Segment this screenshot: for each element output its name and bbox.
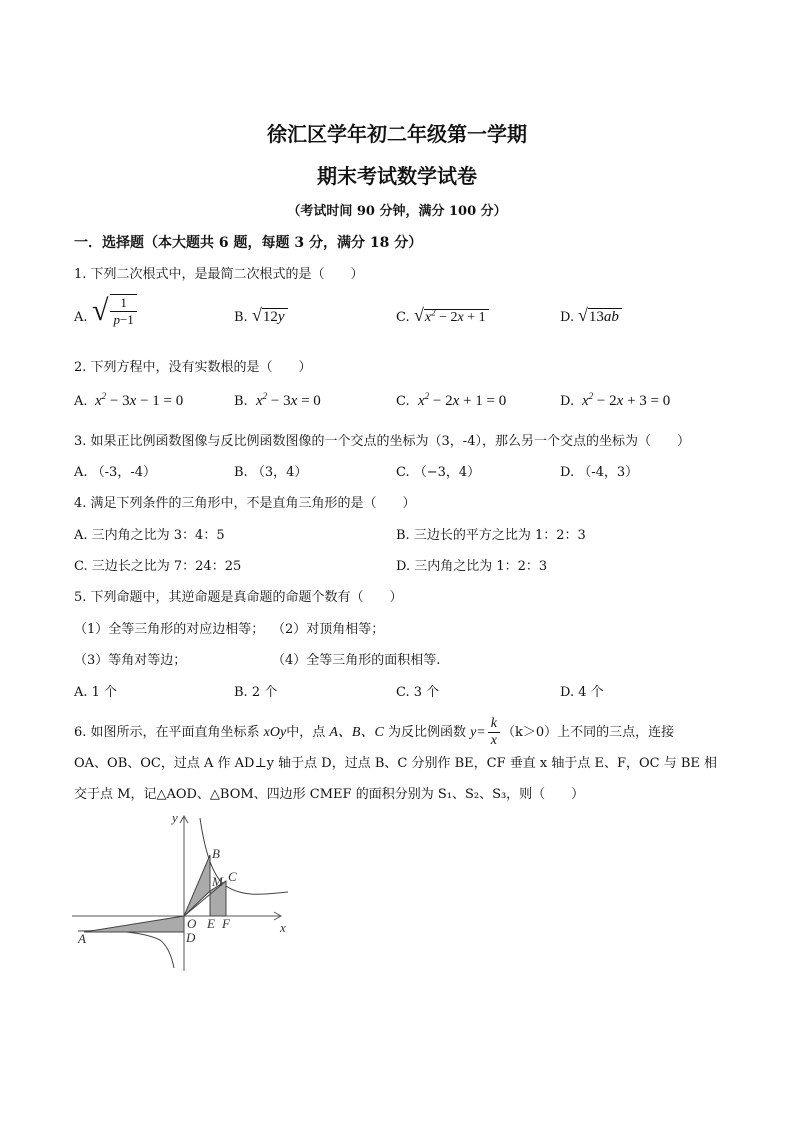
q1-option-c-expr: $√x^2 - 2x + 1$ [414, 305, 489, 326]
q5-option-a: A. 1 个 [74, 685, 118, 700]
label-f: F [222, 916, 230, 931]
q1-option-c-label: C. [396, 310, 410, 325]
q1-option-a-label: A. [74, 310, 88, 325]
q3-option-a: A. （-3，-4） [74, 465, 156, 480]
section-heading: 一．选择题（本大题共 6 题，每题 3 分，满分 18 分） [74, 235, 423, 251]
q2-option-b-label: B. [234, 394, 248, 409]
triangle-bom [184, 855, 210, 916]
q1-option-b-label: B. [234, 310, 248, 325]
q1-option-d-label: D. [560, 310, 575, 325]
label-c: C [228, 869, 237, 884]
q3-option-d: D. （-4，3） [560, 465, 639, 480]
label-y: y [172, 810, 178, 825]
q4-option-a: A. 三内角之比为 3：4：5 [74, 528, 225, 543]
q5-item-3: （3）等角对等边； [74, 653, 187, 668]
question-6-stem-line-3: 交于点 M，记△AOD、△BOM、四边形 CMEF 的面积分别为 S₁、S₂、S₃，则（ ） [74, 787, 585, 802]
q2-option-c-label: C. [396, 394, 410, 409]
q4-option-c: C. 三边长之比为 7：24：25 [74, 559, 242, 574]
q1-option-b-expr: √12y [252, 305, 288, 326]
q2-option-b-expr: $x^2 - 3x = 0$ [256, 391, 321, 409]
question-3-stem: 3. 如果正比例函数图像与反比例函数图像的一个交点的坐标为（3，-4），那么另一个交点的坐标为（ ） [74, 434, 690, 449]
label-o: O [187, 916, 197, 931]
q5-item-1: （1）全等三角形的对应边相等； [74, 622, 265, 637]
question-2-stem: 2. 下列方程中，没有实数根的是（ ） [74, 360, 312, 375]
q5-item-4: （4）全等三角形的面积相等. [272, 653, 441, 668]
q2-option-a-label: A. [74, 394, 88, 409]
page-subtitle: 期末考试数学试卷 [317, 164, 477, 188]
question-4-stem: 4. 满足下列条件的三角形中，不是直角三角形的是（ ） [74, 496, 416, 511]
exam-info: （考试时间 90 分钟，满分 100 分） [287, 204, 507, 219]
q3-option-c: C. （−3，4） [396, 465, 481, 480]
question-5-stem: 5. 下列命题中，其逆命题是真命题的命题个数有（ ） [74, 590, 403, 605]
page-title: 徐汇区学年初二年级第一学期 [267, 122, 527, 146]
q6-figure [66, 806, 296, 976]
question-6-stem-line-1: 6. 如图所示，在平面直角坐标系 xOy中，点 A、B、C 为反比例函数 y= $\frac{k}{x}$ （k＞0）上不同的三点，连接 [74, 716, 675, 748]
label-b: B [212, 846, 220, 861]
q4-option-b: B. 三边长的平方之比为 1：2：3 [396, 528, 586, 543]
label-x: x [280, 920, 286, 935]
q2-option-a-expr: $x^2 - 3x - 1 = 0$ [95, 391, 184, 409]
q2-option-d-label: D. [560, 394, 575, 409]
label-e: E [207, 916, 215, 931]
question-1-stem: 1. 下列二次根式中，是最简二次根式的是（ ） [74, 267, 364, 282]
q4-option-d: D. 三内角之比为 1：2：3 [396, 559, 548, 574]
q2-option-c-expr: $x^2 - 2x + 1 = 0$ [418, 391, 507, 409]
triangle-aod [84, 916, 184, 932]
q2-option-d-expr: $x^2 - 2x + 3 = 0$ [582, 391, 671, 409]
question-6-stem-line-2: OA、OB、OC，过点 A 作 AD⊥y 轴于点 D，过点 B、C 分别作 BE，CF 垂直 x 轴于点 E、F，OC 与 BE 相 [74, 756, 718, 771]
q1-option-a-expr: √ $\frac{1}{p-1}$ [92, 294, 139, 328]
q5-option-b: B. 2 个 [234, 685, 278, 700]
q1-option-d-expr: √13ab [578, 305, 622, 326]
q5-option-c: C. 3 个 [396, 685, 440, 700]
label-d: D [186, 930, 196, 945]
q3-option-b: B. （3，4） [234, 465, 308, 480]
label-a: A [78, 931, 86, 946]
q5-item-2: （2）对顶角相等； [272, 622, 385, 637]
q5-option-d: D. 4 个 [560, 685, 604, 700]
hyperbola-branch-3 [78, 931, 174, 968]
label-m: M [212, 874, 223, 889]
